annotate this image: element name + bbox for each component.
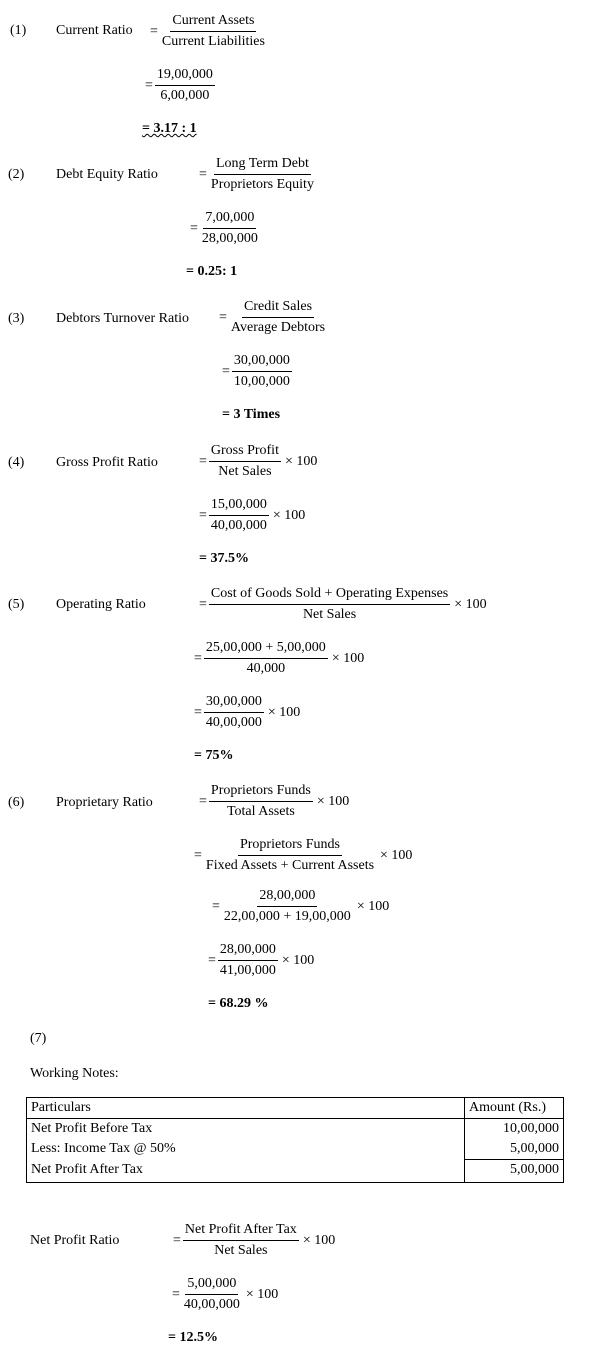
- table-cell: 5,00,000: [465, 1139, 564, 1160]
- item-number: (4): [8, 455, 25, 470]
- ratio-result: = 75%: [194, 748, 234, 763]
- formula-fraction: = $\frac{\text{Net Profit After Tax}}{\text{Net Sales}}$ × 100: [173, 1222, 336, 1258]
- table-cell: Net Profit Before Tax: [27, 1119, 465, 1140]
- formula-fraction: = $\frac{\text{Proprietors Funds}}{\text{Total Assets}}$ × 100: [199, 783, 350, 819]
- fraction-numerator: Credit Sales: [242, 298, 314, 318]
- table-row: [27, 1119, 564, 1140]
- table-row: [27, 1160, 564, 1183]
- item-number: (7): [30, 1031, 47, 1046]
- fraction-denominator: 40,00,000: [210, 518, 267, 533]
- ratio-title: Proprietary Ratio: [56, 795, 153, 810]
- ratio-title: Net Profit Ratio: [30, 1233, 120, 1248]
- table-cell: Less: Income Tax @ 50%: [27, 1139, 465, 1160]
- fraction-denominator: 40,000: [246, 661, 286, 676]
- table-cell: Net Profit After Tax: [27, 1160, 465, 1183]
- working-notes-table: [26, 1097, 564, 1183]
- fraction-denominator: Average Debtors: [230, 320, 326, 335]
- fraction-denominator: 28,00,000: [201, 231, 258, 246]
- fraction-numerator: Proprietors Funds: [209, 782, 313, 802]
- fraction-numerator: 30,00,000: [232, 352, 292, 372]
- formula-fraction: = $\frac{19,00,000}{6,00,000}$: [145, 67, 213, 103]
- formula-fraction: = $\frac{\text{Long Term Debt}}{\text{Proprietors Equity}}$: [199, 156, 314, 192]
- fraction-numerator: 15,00,000: [209, 496, 269, 516]
- formula-fraction: = $\frac{\text{Gross Profit}}{\text{Net Sales}}$ × 100: [199, 443, 318, 479]
- formula-fraction: = $\frac{\text{Credit Sales}}{\text{Average Debtors}}$: [219, 299, 326, 335]
- ratio-result: = 0.25: 1: [186, 264, 238, 279]
- item-number: (1): [10, 23, 27, 38]
- multiplier: × 100: [267, 704, 301, 720]
- fraction-numerator: 28,00,000: [257, 887, 317, 907]
- multiplier: × 100: [272, 507, 306, 523]
- fraction-numerator: 28,00,000: [218, 941, 278, 961]
- ratio-title: Gross Profit Ratio: [56, 455, 158, 470]
- fraction-denominator: Proprietors Equity: [210, 177, 314, 192]
- ratio-result: = 3.17 : 1: [142, 121, 197, 136]
- fraction-denominator: Current Liabilities: [161, 34, 265, 49]
- fraction-numerator: 25,00,000 + 5,00,000: [204, 639, 328, 659]
- formula-fraction: = $\frac{30,00,000}{40,00,000}$ × 100: [194, 694, 301, 730]
- item-number: (5): [8, 597, 25, 612]
- ratio-result: = 68.29 %: [208, 996, 269, 1011]
- fraction-denominator: 40,00,000: [183, 1297, 240, 1312]
- fraction-denominator: Fixed Assets + Current Assets: [205, 858, 375, 873]
- fraction-numerator: Net Profit After Tax: [183, 1221, 299, 1241]
- multiplier: × 100: [245, 1286, 279, 1302]
- multiplier: × 100: [380, 847, 413, 863]
- formula-fraction: = $\frac{30,00,000}{10,00,000}$: [222, 353, 290, 389]
- formula-fraction: = $\frac{7,00,000}{28,00,000}$: [190, 210, 258, 246]
- multiplier: × 100: [281, 952, 315, 968]
- ratio-title: Debt Equity Ratio: [56, 167, 158, 182]
- fraction-numerator: Long Term Debt: [214, 155, 311, 175]
- table-row: [27, 1139, 564, 1160]
- table-header-row: [27, 1098, 564, 1119]
- multiplier: × 100: [356, 898, 390, 914]
- fraction-denominator: 40,00,000: [205, 715, 262, 730]
- table-header: Particulars: [27, 1098, 465, 1119]
- item-number: (6): [8, 795, 25, 810]
- multiplier: × 100: [331, 650, 365, 666]
- fraction-numerator: Cost of Goods Sold + Operating Expenses: [209, 585, 450, 605]
- multiplier: × 100: [302, 1232, 336, 1248]
- fraction-numerator: Current Assets: [170, 12, 256, 32]
- item-number: (2): [8, 167, 25, 182]
- table-cell: 5,00,000: [465, 1160, 564, 1183]
- formula-fraction: = $\frac{25,00,000 + 5,00,000}{40,000}$ × 100: [194, 640, 365, 676]
- ratio-result: = 12.5%: [168, 1330, 218, 1345]
- fraction-denominator: 10,00,000: [233, 374, 290, 389]
- multiplier: × 100: [284, 453, 318, 469]
- table-header: Amount (Rs.): [465, 1098, 564, 1119]
- formula-fraction: = $\frac{15,00,000}{40,00,000}$ × 100: [199, 497, 306, 533]
- multiplier: × 100: [454, 596, 487, 612]
- formula-fraction: = $\frac{5,00,000}{40,00,000}$ × 100: [172, 1276, 279, 1312]
- working-notes-label: Working Notes:: [30, 1066, 119, 1081]
- formula-fraction: = $\frac{28,00,000}{41,00,000}$ × 100: [208, 942, 315, 978]
- fraction-numerator: 5,00,000: [185, 1275, 238, 1295]
- fraction-denominator: Net Sales: [302, 607, 357, 622]
- fraction-denominator: 6,00,000: [160, 88, 210, 103]
- ratio-title: Operating Ratio: [56, 597, 146, 612]
- fraction-numerator: 19,00,000: [155, 66, 215, 86]
- fraction-numerator: 7,00,000: [203, 209, 256, 229]
- fraction-denominator: 41,00,000: [219, 963, 276, 978]
- fraction-denominator: Net Sales: [218, 464, 272, 479]
- item-number: (3): [8, 311, 25, 326]
- formula-fraction: = $\frac{28,00,000}{22,00,000 + 19,00,000}$ × 100: [212, 888, 390, 924]
- ratio-title: Current Ratio: [56, 23, 133, 38]
- table-cell: 10,00,000: [465, 1119, 564, 1140]
- fraction-numerator: Gross Profit: [209, 442, 281, 462]
- fraction-denominator: Net Sales: [214, 1243, 268, 1258]
- fraction-denominator: Total Assets: [226, 804, 295, 819]
- ratio-result: = 37.5%: [199, 551, 249, 566]
- formula-fraction: = $\frac{\text{Current Assets}}{\text{Current Liabilities}}$: [150, 13, 265, 49]
- fraction-numerator: 30,00,000: [204, 693, 264, 713]
- formula-fraction: = $\frac{\text{Cost of Goods Sold + Operating Expenses}}{\text{Net Sales}}$ × 100: [199, 586, 487, 622]
- ratio-result: = 3 Times: [222, 407, 281, 422]
- ratio-title: Debtors Turnover Ratio: [56, 311, 189, 326]
- fraction-denominator: 22,00,000 + 19,00,000: [223, 909, 351, 924]
- fraction-numerator: Proprietors Funds: [238, 836, 342, 856]
- formula-fraction: = $\frac{\text{Proprietors Funds}}{\text{Fixed Assets + Current Assets}}$ × 100: [194, 837, 413, 873]
- multiplier: × 100: [316, 793, 350, 809]
